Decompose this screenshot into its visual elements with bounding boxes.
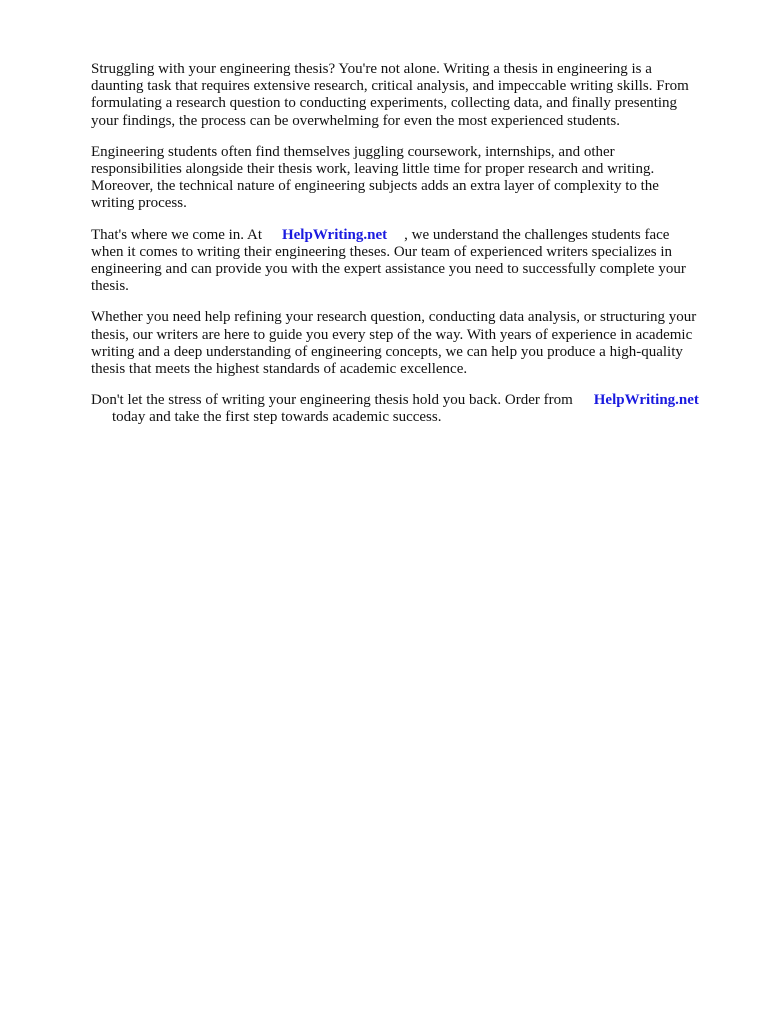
- text-segment: Don't let the stress of writing your engineering thesis hold you back. Order from: [91, 392, 573, 409]
- paragraph-service: [91, 227, 731, 296]
- text-line: formulating a research question to conducting experiments, collecting data, and finally presenting: [91, 95, 678, 112]
- text-line: responsibilities alongside their thesis work, leaving little time for proper research and writing.: [91, 161, 655, 178]
- text-line: thesis, our writers are here to guide you every step of the way. With years of experience in academic: [91, 326, 693, 343]
- text-line: engineering and can provide you with the expert assistance you need to successfully complete your: [91, 261, 686, 278]
- text-line: [91, 227, 731, 244]
- text-line: Engineering students often find themselves juggling coursework, internships, and other: [91, 143, 615, 160]
- text-line: Moreover, the technical nature of engineering subjects adds an extra layer of complexity to the: [91, 178, 659, 195]
- text-line: thesis that meets the highest standards of academic excellence.: [91, 361, 468, 378]
- document-body: [91, 61, 731, 441]
- helpwriting-link[interactable]: HelpWriting.net: [281, 226, 388, 243]
- text-line: thesis.: [91, 278, 129, 295]
- text-segment: , we understand the challenges students face: [404, 226, 670, 243]
- text-segment: That's where we come in. At: [91, 226, 262, 243]
- text-line: [91, 392, 731, 409]
- text-line: daunting task that requires extensive research, critical analysis, and impeccable writing skills. From: [91, 78, 689, 95]
- paragraph-challenges: [91, 144, 731, 213]
- paragraph-help: [91, 309, 731, 378]
- text-segment: today and take the first step towards academic success.: [112, 409, 442, 426]
- paragraph-cta: [91, 392, 731, 426]
- helpwriting-link[interactable]: HelpWriting.net: [593, 392, 699, 409]
- text-line: writing and a deep understanding of engineering concepts, we can help you produce a high-quality: [91, 343, 683, 360]
- text-line: [91, 409, 731, 426]
- text-line: Whether you need help refining your research question, conducting data analysis, or structuring your: [91, 309, 697, 326]
- paragraph-intro: [91, 61, 731, 130]
- text-line: when it comes to writing their engineering theses. Our team of experienced writers specializes in: [91, 243, 673, 260]
- text-line: writing process.: [91, 195, 187, 212]
- text-line: your findings, the process can be overwhelming for even the most experienced students.: [91, 112, 621, 129]
- text-line: Struggling with your engineering thesis? You're not alone. Writing a thesis in engineering is a: [91, 61, 652, 77]
